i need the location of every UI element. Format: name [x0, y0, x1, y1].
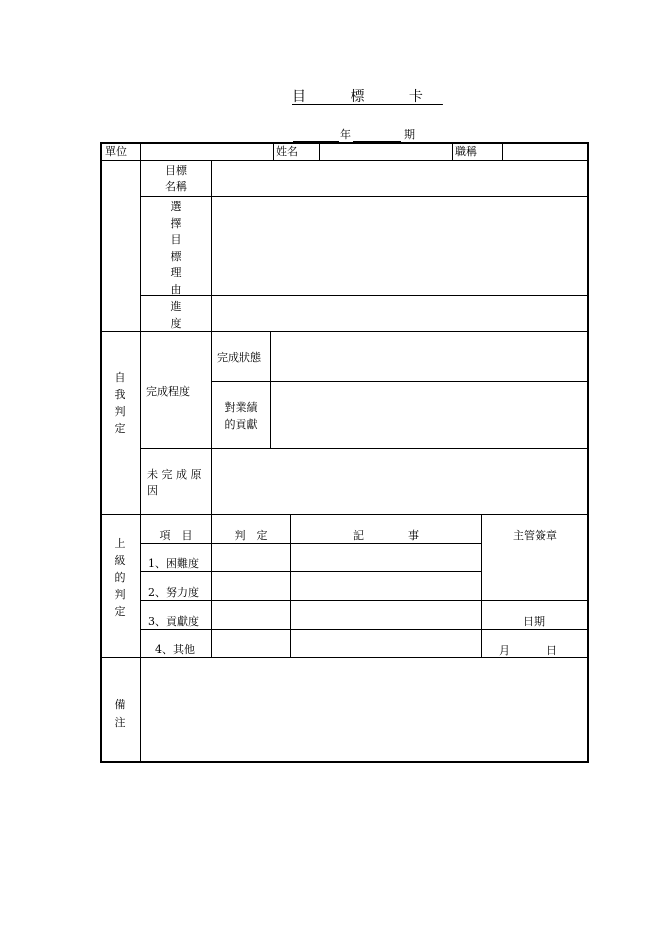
unit-field[interactable]: [141, 143, 272, 159]
superior-label-3: 的: [114, 571, 126, 584]
remarks-label-2: 注: [114, 716, 126, 729]
job-title-label: 職稱: [455, 145, 477, 158]
target-name-label-2: 名稱: [165, 180, 187, 193]
self-section-bottom: [100, 514, 589, 515]
completion-status-label: 完成狀態: [217, 351, 261, 364]
remarks-label-1: 備: [114, 698, 126, 711]
reason-label-5: 理: [170, 266, 182, 279]
col-sign-header: 主管簽章: [513, 529, 557, 542]
col-item-header: 項 目: [159, 529, 193, 542]
day-label: 日: [546, 644, 557, 657]
target-reason-field[interactable]: [212, 197, 588, 294]
judge-cell-3[interactable]: [212, 601, 289, 628]
reason-label-2: 擇: [170, 217, 182, 230]
remarks-field[interactable]: [141, 658, 588, 760]
col-note-header: 記 事: [353, 529, 419, 542]
progress-field[interactable]: [212, 296, 588, 330]
judge-cell-4[interactable]: [212, 630, 289, 656]
incomplete-reason-field[interactable]: [212, 449, 588, 513]
reason-label-4: 標: [170, 250, 182, 263]
row-other-label: 4、其他: [155, 643, 195, 656]
note-cell-1[interactable]: [291, 544, 480, 570]
header-divider-1: [273, 142, 274, 160]
reason-label-6: 由: [170, 283, 182, 296]
superior-label-1: 上: [114, 537, 126, 550]
contribution-label-1: 對業績: [224, 401, 258, 414]
row-effort-label: 2、努力度: [148, 586, 199, 599]
month-label: 月: [499, 644, 510, 657]
year-label: 年: [340, 128, 351, 141]
self-eval-label-1: 自: [114, 371, 126, 384]
self-eval-label-3: 判: [114, 405, 126, 418]
reason-label-3: 目: [170, 233, 182, 246]
progress-label-1: 進: [170, 300, 182, 313]
self-eval-label-4: 定: [114, 422, 126, 435]
note-cell-3[interactable]: [291, 601, 480, 628]
col-judge-header: 判 定: [234, 529, 268, 542]
superior-label-5: 定: [114, 605, 126, 618]
name-field[interactable]: [320, 143, 451, 159]
completion-status-field[interactable]: [271, 332, 588, 380]
note-cell-2[interactable]: [291, 572, 480, 599]
signature-field[interactable]: [482, 544, 588, 599]
progress-label-2: 度: [170, 317, 182, 330]
incomplete-reason-label-1: 未 完 成 原: [147, 468, 202, 481]
row-contribution-label: 3、貢獻度: [148, 615, 199, 628]
date-label: 日期: [523, 615, 545, 628]
target-name-field[interactable]: [212, 161, 588, 195]
contribution-field[interactable]: [271, 382, 588, 447]
judge-cell-2[interactable]: [212, 572, 289, 599]
contribution-label-2: 的貢獻: [224, 418, 258, 431]
form-title: 目 標 卡: [292, 89, 443, 105]
term-label: 期: [404, 128, 415, 141]
superior-label-4: 判: [114, 588, 126, 601]
header-divider-3: [452, 142, 453, 160]
name-label: 姓名: [276, 145, 298, 158]
target-name-label-1: 目標: [165, 164, 187, 177]
job-title-field[interactable]: [503, 143, 587, 159]
completion-degree-label: 完成程度: [146, 385, 190, 398]
judge-cell-1[interactable]: [212, 544, 289, 570]
unit-label: 單位: [105, 145, 127, 158]
row-difficulty-label: 1、困難度: [148, 557, 199, 570]
note-cell-4[interactable]: [291, 630, 480, 656]
superior-label-2: 級: [114, 554, 126, 567]
incomplete-reason-label-2: 因: [147, 484, 158, 497]
self-eval-label-2: 我: [114, 388, 126, 401]
reason-label-1: 選: [170, 200, 182, 213]
